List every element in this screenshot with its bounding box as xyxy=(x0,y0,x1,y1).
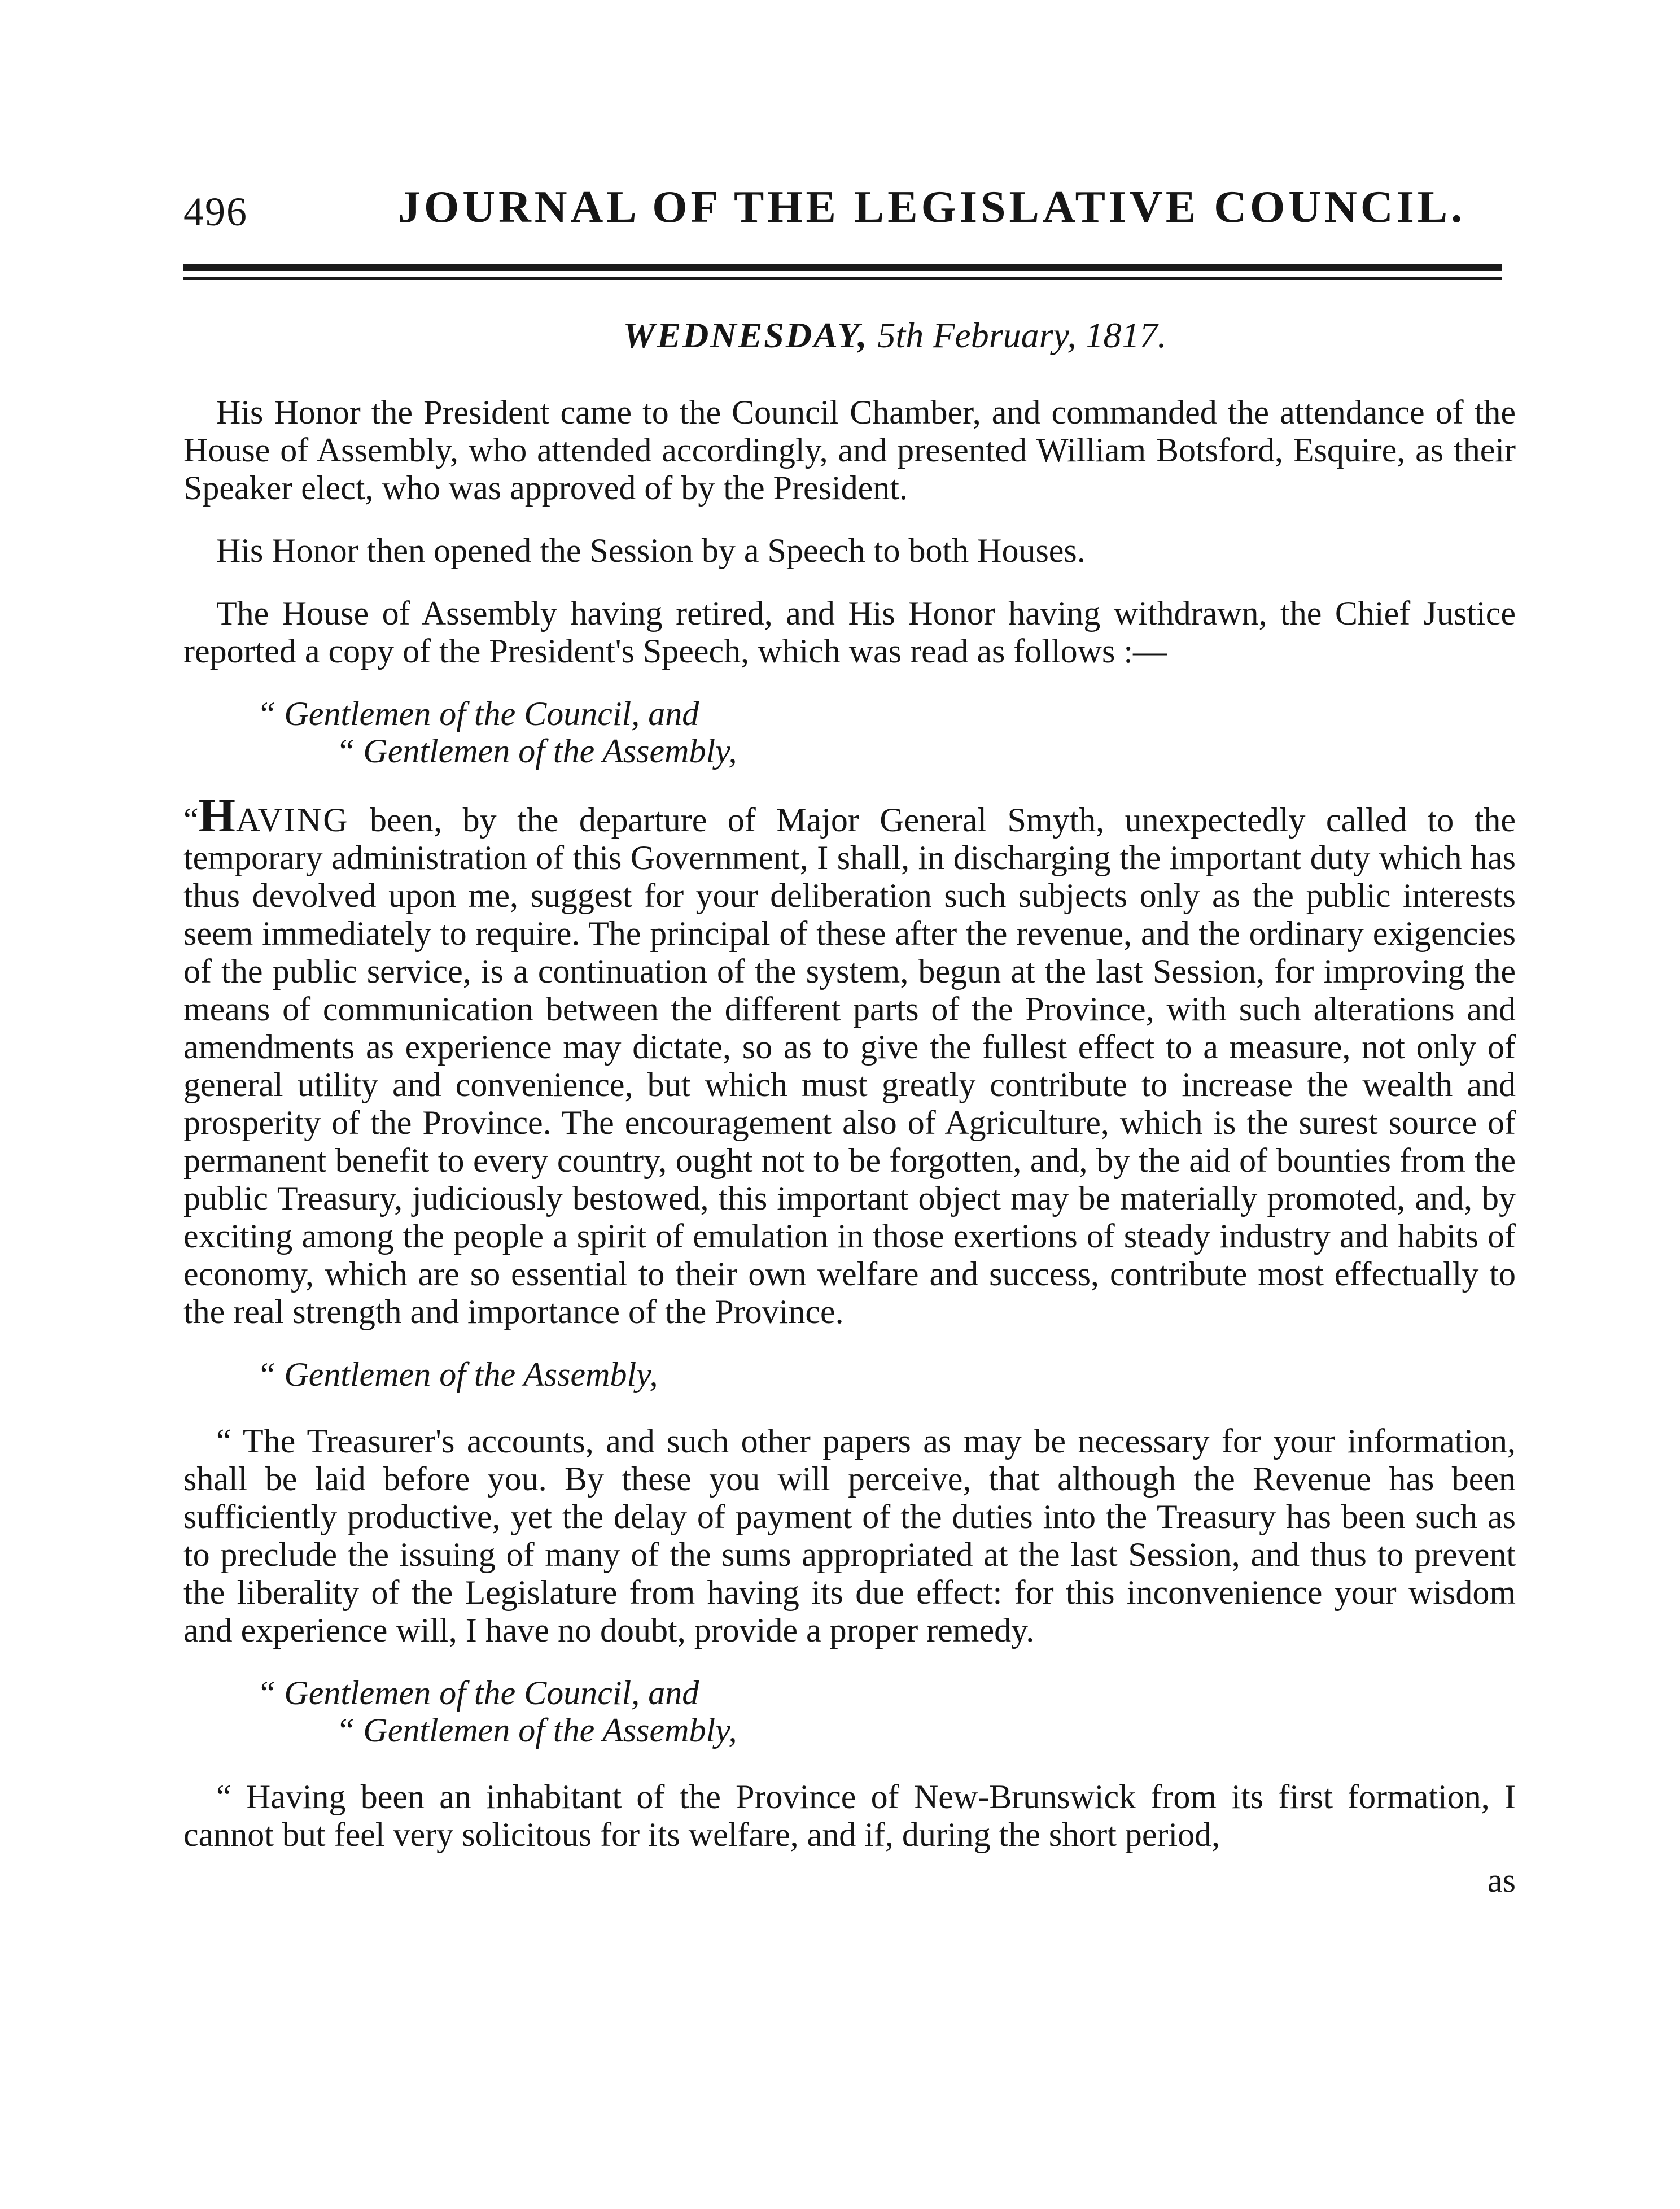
date-month: 5th February, xyxy=(877,315,1077,355)
speech-paragraph-administration xyxy=(183,789,1516,1331)
first-word: AVING xyxy=(235,801,349,839)
catchword-text: as xyxy=(1488,1862,1516,1899)
speech-paragraph-treasury: “ The Treasurer's accounts, and such other papers as may be necessary for your information, shall be laid before you. By these you will perceive, that although the Revenue has been sufficiently productive, yet the delay of payment of the duties into the Treasury has been such as to preclude the issuing of many of the sums appropriated at the last Session, and thus to prevent the liberality of the Legislature from having its due effect: for this inconvenience your wisdom and experience will, I have no doubt, provide a proper remedy. xyxy=(183,1422,1516,1649)
header-rule-thick xyxy=(183,264,1502,271)
salutation-council-assembly-2 xyxy=(183,1674,1516,1749)
running-title: JOURNAL OF THE LEGISLATIVE COUNCIL. xyxy=(398,182,1466,232)
catchword xyxy=(183,1862,1516,1900)
page-header xyxy=(183,182,1510,244)
paragraph-speaker-elect: His Honor the President came to the Council Chamber, and commanded the attendance of the House of Assembly, who attended accordingly, and presented William Botsford, Esquire, as their Speaker elect, who was approved of by the President. xyxy=(183,394,1516,507)
salutation-assembly-only: “ Gentlemen of the Assembly, xyxy=(257,1356,658,1393)
journal-body xyxy=(183,305,1516,1900)
paragraph-speech-reported: The House of Assembly having retired, and His Honor having withdrawn, the Chief Justice reported a copy of the President's Speech, which was read as follows :— xyxy=(183,595,1516,670)
open-quote: “ xyxy=(183,801,199,839)
salutation-council-assembly xyxy=(183,695,1516,770)
page-number: 496 xyxy=(183,189,248,234)
salutation-council-2: “ Gentlemen of the Council, and xyxy=(257,1674,699,1712)
salutation-council: “ Gentlemen of the Council, and xyxy=(257,695,699,732)
paragraph-text: been, by the departure of Major General Smyth, unexpectedly called to the temporary administration of this Government, I shall, in discharging the important duty which has thus devolved upon me, suggest for your deliberation such subjects only as the public interests seem immediately to require. The principal of these after the revenue, and the ordinary exigencies of the public service, is a continuation of the system, begun at the last Session, for improving the means of communication between the different parts of the Province, with such alterations and amendments as experience may dictate, so as to give the fullest effect to a measure, not only of general utility and convenience, but which must greatly contribute to increase the wealth and prosperity of the Province. The encouragement also of Agriculture, which is the surest source of permanent benefit to every country, ought not to be forgotten, and, by the aid of bounties from the public Treasury, judiciously bestowed, this important object may be materially promoted, and, by exciting among the people a spirit of emulation in those exertions of steady industry and habits of economy, which are so essential to their own welfare and success, contribute most effectually to the real strength and importance of the Province. xyxy=(183,801,1516,1330)
session-date xyxy=(183,316,1516,354)
salutation-assembly: “ Gentlemen of the Assembly, xyxy=(336,732,737,770)
salutation-assembly-2: “ Gentlemen of the Assembly, xyxy=(336,1712,737,1749)
drop-cap-letter: H xyxy=(198,789,236,842)
speech-paragraph-inhabitant: “ Having been an inhabitant of the Province of New-Brunswick from its first formation, I cannot but feel very solicitous for its welfare, and if, during the short period, xyxy=(183,1778,1516,1853)
paragraph-session-opened: His Honor then opened the Session by a Speech to both Houses. xyxy=(216,532,1086,569)
date-year: 1817. xyxy=(1085,315,1167,355)
date-day: WEDNESDAY, xyxy=(623,315,869,355)
header-rule-thin xyxy=(183,277,1502,280)
